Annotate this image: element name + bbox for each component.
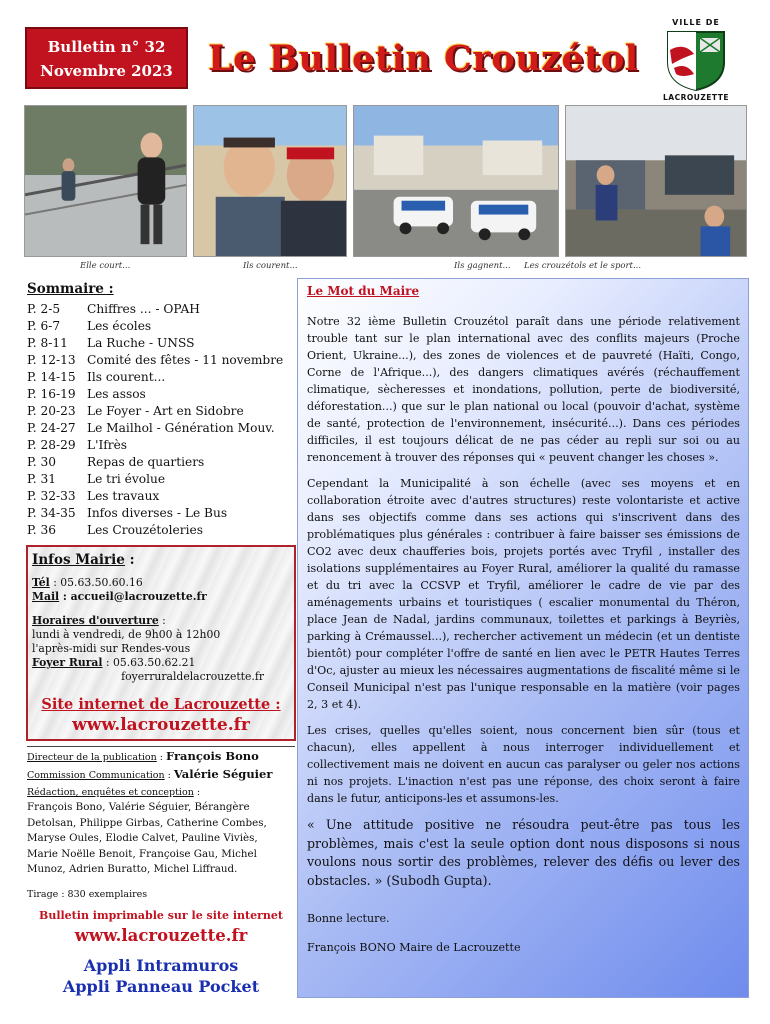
toc-title: Chiffres ... - OPAH: [87, 302, 200, 316]
toc-item: [27, 522, 295, 539]
maire-closing: Bonne lecture.: [307, 912, 390, 925]
photo-caption-3: Ils gagnent...: [454, 261, 511, 271]
mot-du-maire-title: Le Mot du Maire: [307, 284, 420, 298]
horaires-line-2: l'après-midi sur Rendes-vous: [32, 642, 191, 655]
toc-title: Comité des fêtes - 11 novembre: [87, 353, 284, 367]
toc-item: [27, 403, 295, 420]
toc-title: La Ruche - UNSS: [87, 336, 195, 350]
toc-page: P. 24-27: [27, 421, 76, 435]
foyer-site-link[interactable]: foyerruraldelacrouzette.fr: [121, 670, 264, 683]
site-url-link[interactable]: www.lacrouzette.fr: [72, 715, 250, 735]
print-note: Bulletin imprimable sur le site internet: [39, 909, 283, 922]
shield-icon: [664, 28, 728, 92]
redaction-line: Rédaction, enquêtes et conception :: [27, 787, 201, 798]
toc-page: P. 36: [27, 523, 56, 537]
toc-item: [27, 505, 295, 522]
toc-page: P. 16-19: [27, 387, 76, 401]
toc-page: P. 2-5: [27, 302, 61, 316]
photo-runner-bridge: [24, 105, 187, 257]
infos-mairie: [26, 545, 296, 741]
sommaire: [27, 281, 295, 539]
toc-title: Infos diverses - Le Bus: [87, 506, 228, 520]
app-intramuros: Appli Intramuros: [83, 956, 239, 975]
tel-line: Tél : 05.63.50.60.16: [32, 576, 143, 589]
crest-bottom-text: LACROUZETTE: [663, 93, 729, 102]
maire-paragraph-2: Cependant la Municipalité à son échelle (avec ses moyens et en collaboration étroite avec d'autres structures) reste volontariste et active dans ses objectifs comme dans ses actions qui s'inscrivent dans des problématiques plus générales : contribuer à faire baisser ses émissions de CO2 avec deux chaufferies bois, projets portés avec Tryfil , installer des isolations supplémentaires au Foyer Rural, améliorer la qualité du ramasse et du tri avec la CCSVP et Tryfil, améliorer le cadre de vie par des aménagements urbains et touristiques ( escalier monumental du Théron, place Jean de Nadal, jardins communaux, toilettes et parkings à Beyriès, parking à Crémaussel...), rechercher activement un médecin (et un dentiste bientôt) pour compléter l'offre de santé en lien avec le PETR Hautes Terres d'Oc, ajuster au mieux les nécessaires augmentations de fiscalité même si le Conseil Municipal n'est pas l'unique responsable en la matière (voir pages 2, 3 et 4).: [307, 477, 740, 711]
toc-page: P. 32-33: [27, 489, 76, 503]
toc-title: Les Crouzétoleries: [87, 523, 203, 537]
redaction-names: [27, 800, 295, 878]
toc-item: [27, 352, 295, 369]
issue-date: Novembre 2023: [40, 62, 173, 80]
masthead-title: Le Bulletin Crouzétol: [208, 38, 639, 79]
mot-du-maire: [297, 278, 749, 998]
town-crest: [646, 18, 746, 104]
maire-paragraph-3: Les crises, quelles qu'elles soient, nous concernent bien sûr (tous et chacun), elles appellent à nous interroger individuellement et collectivement mais ne doivent en aucun cas paralyser ou geler nos actions ni nos projets. L'inaction n'est pas une réponse, des choix seront à faire dans le futur, anticipons-les et assumons-les.: [307, 724, 740, 805]
maire-paragraph-1: Notre 32 ième Bulletin Crouzétol paraît dans une période relativement trouble tant sur le plan international avec des conflits majeurs (Proche Orient, Ukraine...), des zones de violences et de pauvreté (Haïti, Congo, Corne de l'Afrique...), des dangers climatiques avérés (réchauffement climatique, sècheresses et inondations, pollution, perte de biodiversité, déforestation...) que sur le plan national ou local (pouvoir d'achat, système de santé, protection de l'environnement, insécurité...). Dans ces périodes difficiles, il est toujours délicat de ne pas céder au repli sur soi ou au renoncement à trouver des réponses qui « peuvent changer les choses ».: [307, 315, 740, 464]
toc-title: L'Ifrès: [87, 438, 128, 452]
toc-title: Ils courent...: [87, 370, 166, 384]
toc-page: P. 14-15: [27, 370, 76, 384]
toc-item: [27, 335, 295, 352]
issue-box: [25, 27, 188, 89]
toc-title: Les assos: [87, 387, 146, 401]
toc-item: [27, 437, 295, 454]
toc-page: P. 12-13: [27, 353, 76, 367]
toc-page: P. 6-7: [27, 319, 61, 333]
maire-signature: François BONO Maire de Lacrouzette: [307, 941, 521, 954]
foyer-line: Foyer Rural : 05.63.50.62.21: [32, 656, 196, 669]
toc-title: Les travaux: [87, 489, 160, 503]
toc-item: [27, 471, 295, 488]
sommaire-title: Sommaire :: [27, 281, 114, 297]
issue-number: Bulletin n° 32: [47, 38, 166, 56]
horaires-label: Horaires d'ouverture :: [32, 614, 166, 627]
directeur-line: Directeur de la publication : François Bono: [27, 749, 259, 763]
photo-rally-cars: [353, 105, 559, 257]
app-panneau-pocket: Appli Panneau Pocket: [62, 977, 260, 996]
toc-item: [27, 318, 295, 335]
redaction-name-line: Munoz, Adrien Buratto, Michel Liffraud.: [27, 863, 238, 875]
maire-quote: « Une attitude positive ne résoudra peut-être pas tous les problèmes, mais c'est la seule option dont nous disposons si nous voulons nous sortir des problèmes, relever des défis ou lever des obstacles. » (Subodh Gupta).: [307, 817, 740, 888]
toc-item: [27, 386, 295, 403]
toc-item: [27, 488, 295, 505]
toc-title: Les écoles: [87, 319, 152, 333]
photo-caption-2: Ils courent...: [243, 261, 298, 271]
toc-page: P. 28-29: [27, 438, 76, 452]
toc-title: Le Foyer - Art en Sidobre: [87, 404, 244, 418]
toc-title: Repas de quartiers: [87, 455, 205, 469]
commission-line: Commission Communication : Valérie Séguier: [27, 767, 273, 781]
redaction-name-line: François Bono, Valérie Séguier, Bérangère: [27, 801, 250, 813]
infos-title: Infos Mairie :: [32, 552, 135, 568]
toc-page: P. 20-23: [27, 404, 76, 418]
toc-item: [27, 301, 295, 318]
toc-title: Le tri évolue: [87, 472, 166, 486]
table-of-contents: [27, 301, 295, 539]
photo-workshop: [565, 105, 747, 257]
mail-line[interactable]: Mail : accueil@lacrouzette.fr: [32, 590, 207, 603]
toc-item: [27, 420, 295, 437]
redaction-name-line: Detolsan, Philippe Girbas, Catherine Combes,: [27, 816, 267, 829]
toc-item: [27, 454, 295, 471]
photo-runners-selfie: [193, 105, 347, 257]
toc-page: P. 31: [27, 472, 56, 486]
toc-page: P. 30: [27, 455, 56, 469]
crest-top-text: VILLE DE: [672, 18, 720, 27]
toc-item: [27, 369, 295, 386]
credits: [27, 746, 295, 900]
horaires-line-1: lundi à vendredi, de 9h00 à 12h00: [32, 628, 221, 641]
toc-title: Le Mailhol - Génération Mouv.: [87, 421, 275, 435]
photo-caption-1: Elle court...: [80, 261, 131, 271]
redaction-name-line: Maryse Oules, Elodie Calvet, Pauline Viviès,: [27, 832, 258, 844]
tirage-line: Tirage : 830 exemplaires: [27, 888, 148, 900]
photo-caption-4: Les crouzétols et le sport...: [524, 261, 642, 271]
site-title: Site internet de Lacrouzette :: [41, 696, 281, 713]
toc-page: P. 34-35: [27, 506, 76, 520]
print-url-link[interactable]: www.lacrouzette.fr: [74, 926, 248, 945]
redaction-name-line: Marie Noëlle Benoit, Françoise Gau, Michel: [27, 847, 257, 860]
toc-page: P. 8-11: [27, 336, 68, 350]
